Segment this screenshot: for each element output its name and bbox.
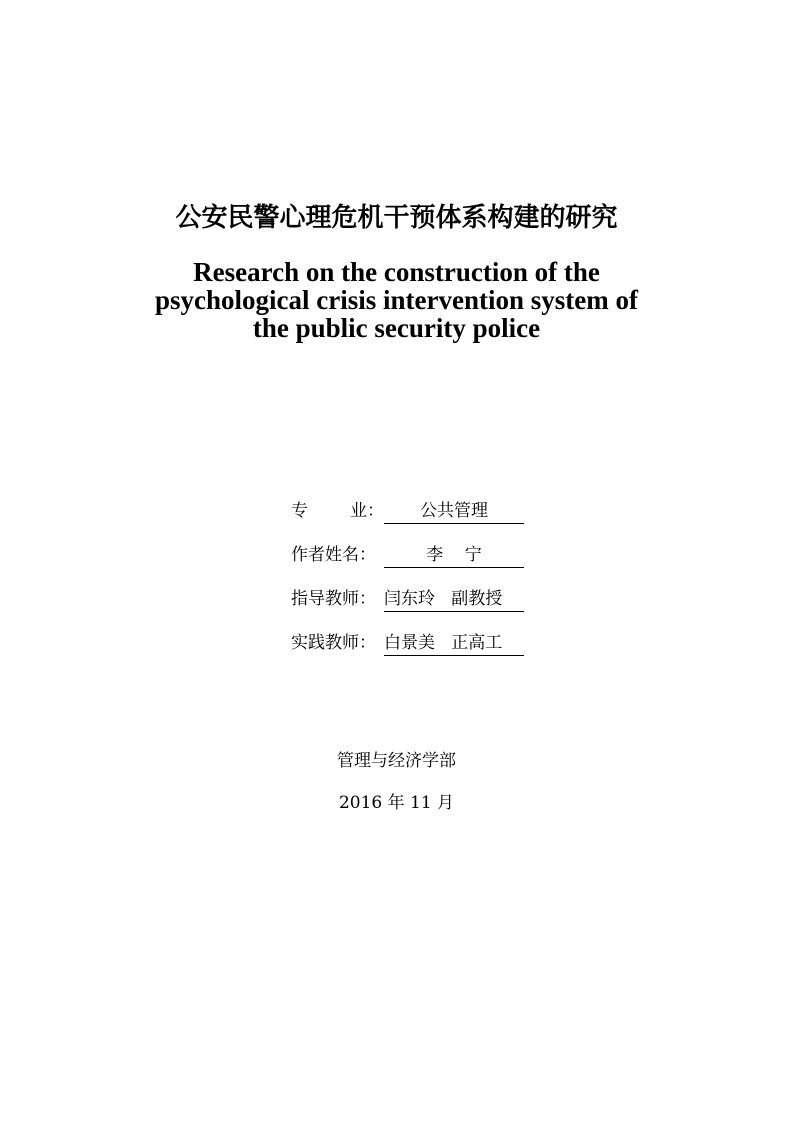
major-label-char-2: 业： [350,501,384,521]
practice-advisor-value: 白景美 正高工 [384,631,524,656]
major-value: 公共管理 [384,499,524,524]
major-label [291,498,384,524]
english-title-line-2: psychological crisis intervention system of [155,285,638,315]
submission-date: 2016 年 11 月 [338,793,455,813]
author-label: 作者姓名： [291,545,376,565]
advisor-label: 指导教师： [291,589,376,609]
major-label-char-1: 专 [291,501,308,521]
english-title-line-3: the public security police [252,313,541,343]
thesis-title-chinese: 公安民警心理危机干预体系构建的研究 [175,203,618,233]
info-row-practice-advisor [291,630,524,674]
thesis-title-english [100,258,693,342]
english-title-line-1: Research on the construction of the [193,257,600,287]
practice-advisor-label: 实践教师： [291,633,376,653]
author-value: 李 宁 [384,543,524,568]
info-row-author [291,542,524,586]
info-row-advisor [291,586,524,630]
department: 管理与经济学部 [337,751,456,771]
thesis-info-block [291,498,524,674]
info-row-major [291,498,524,542]
advisor-value: 闫东玲 副教授 [384,587,524,612]
